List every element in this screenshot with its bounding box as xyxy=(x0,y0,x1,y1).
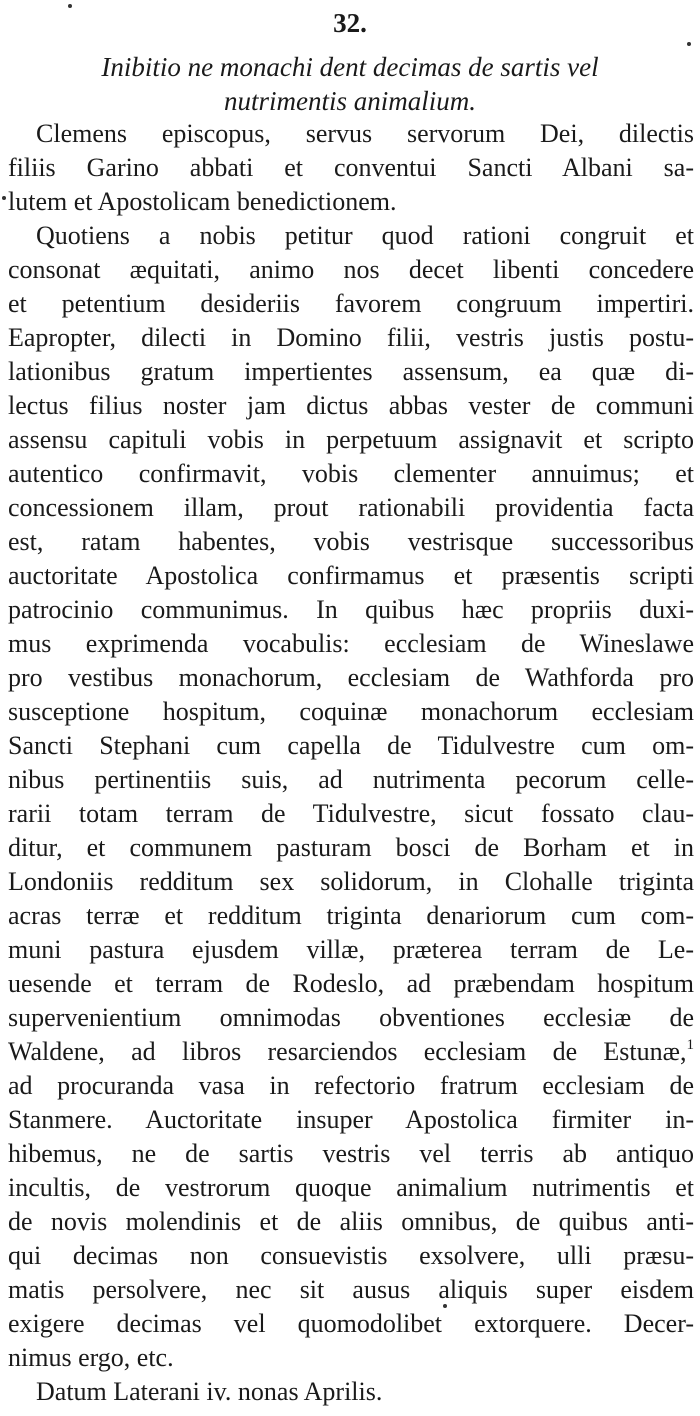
scan-speck xyxy=(443,1304,447,1308)
scan-speck xyxy=(2,196,6,200)
body-line: uesende et terram de Rodeslo, ad præbendam hospitum xyxy=(8,969,694,998)
body-line: lationibus gratum impertientes assensum, ea quæ di- xyxy=(8,357,694,386)
heading-line-1: Inibitio ne monachi dent decimas de sartis vel xyxy=(101,52,599,82)
body-line: Stanmere. Auctoritate insuper Apostolica firmiter in- xyxy=(8,1105,694,1134)
body-line: Quotiens a nobis petitur quod rationi congruit et xyxy=(36,221,694,250)
body-line: concessionem illam, prout rationabili providentia facta xyxy=(8,493,694,522)
body-line: matis persolvere, nec sit ausus aliquis super eisdem xyxy=(8,1275,694,1304)
body-line: muni pastura ejusdem villæ, præterea terram de Le- xyxy=(8,935,694,964)
body-line: et petentium desideriis favorem congruum impertiri. xyxy=(8,289,694,318)
body-line: Clemens episcopus, servus servorum Dei, dilectis xyxy=(36,119,694,148)
page-number: 32. xyxy=(333,8,367,38)
footnote-marker: 1 xyxy=(686,1037,694,1053)
body-line: Eapropter, dilecti in Domino filii, vestris justis postu- xyxy=(8,323,694,352)
body-line: nimus ergo, etc. xyxy=(8,1343,174,1372)
body-line: rarii totam terram de Tidulvestre, sicut fossato clau- xyxy=(8,799,694,828)
body-line: mus exprimenda vocabulis: ecclesiam de Wineslawe xyxy=(8,629,694,658)
body-line-with-footnote xyxy=(0,1035,700,1069)
body-line: Londoniis redditum sex solidorum, in Clohalle triginta xyxy=(8,867,694,896)
document-body xyxy=(0,117,700,1409)
body-line: acras terræ et redditum triginta denariorum cum com- xyxy=(8,901,694,930)
body-line: de novis molendinis et de aliis omnibus, de quibus anti- xyxy=(8,1207,694,1236)
body-line-text: Waldene, ad libros resarciendos ecclesiam de Estunæ, xyxy=(8,1037,687,1066)
body-line: est, ratam habentes, vobis vestrisque successoribus xyxy=(8,527,694,556)
scan-speck xyxy=(687,42,691,46)
body-line: lutem et Apostolicam benedictionem. xyxy=(8,187,397,216)
body-line: patrocinio communimus. In quibus hæc propriis duxi- xyxy=(8,595,694,624)
body-line: exigere decimas vel quomodolibet extorquere. Decer- xyxy=(8,1309,694,1338)
scan-speck xyxy=(68,4,72,8)
document-heading xyxy=(0,50,700,118)
body-line: pro vestibus monachorum, ecclesiam de Wathforda pro xyxy=(8,663,694,692)
closing-line: Datum Laterani iv. nonas Aprilis. xyxy=(36,1377,383,1406)
body-line: hibemus, ne de sartis vestris vel terris ab antiquo xyxy=(8,1139,694,1168)
heading-line-2: nutrimentis animalium. xyxy=(223,86,476,116)
body-line: incultis, de vestrorum quoque animalium nutrimentis et xyxy=(8,1173,694,1202)
body-line: susceptione hospitum, coquinæ monachorum ecclesiam xyxy=(8,697,694,726)
body-line: assensu capituli vobis in perpetuum assignavit et scripto xyxy=(8,425,694,454)
body-line: qui decimas non consuevistis exsolvere, ulli præsu- xyxy=(8,1241,694,1270)
body-line: autentico confirmavit, vobis clementer annuimus; et xyxy=(8,459,694,488)
body-line: Sancti Stephani cum capella de Tidulvestre cum om- xyxy=(8,731,694,760)
body-line: auctoritate Apostolica confirmamus et præsentis scripti xyxy=(8,561,694,590)
body-line: filiis Garino abbati et conventui Sancti Albani sa- xyxy=(8,153,694,182)
body-line: nibus pertinentiis suis, ad nutrimenta pecorum celle- xyxy=(8,765,694,794)
body-line: lectus filius noster jam dictus abbas vester de communi xyxy=(8,391,694,420)
body-line: supervenientium omnimodas obventiones ecclesiæ de xyxy=(8,1003,694,1032)
body-line: consonat æquitati, animo nos decet libenti concedere xyxy=(8,255,694,284)
body-line: ditur, et communem pasturam bosci de Borham et in xyxy=(8,833,694,862)
body-line: ad procuranda vasa in refectorio fratrum ecclesiam de xyxy=(8,1071,694,1100)
